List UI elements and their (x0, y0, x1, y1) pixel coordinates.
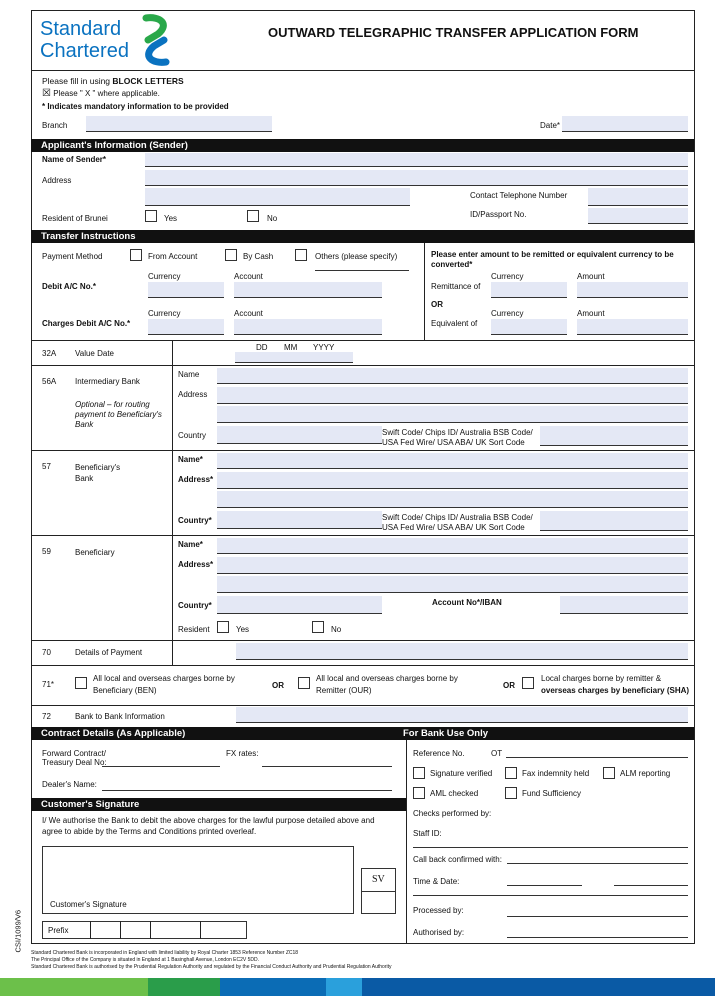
footer-line2: The Principal Office of the Company is situated in England at 1 Basinghall Avenue, London EC2V 5DD. (31, 957, 260, 963)
beneficiary-label: Beneficiary (75, 548, 115, 557)
charges-currency-field[interactable] (148, 319, 224, 335)
details-payment-label: Details of Payment (75, 648, 143, 657)
brand-band (0, 978, 715, 996)
ref-label: Reference No. (413, 749, 465, 758)
ben-address-label: Address* (178, 560, 214, 569)
int-swift-line2: USA Fed Wire/ USA ABA/ UK Sort Code (382, 438, 525, 447)
others-line[interactable] (315, 270, 409, 271)
value-date-label: Value Date (75, 349, 114, 358)
fx-label: FX rates: (226, 749, 259, 758)
int-country-field[interactable] (217, 426, 382, 444)
remittance-label: Remittance of (431, 282, 481, 291)
sender-address-line2[interactable] (145, 188, 410, 206)
sv-box-lower[interactable] (361, 892, 396, 914)
id-field[interactable] (588, 208, 688, 224)
from-account-label: From Account (148, 252, 198, 261)
fund-checkbox[interactable] (505, 787, 517, 799)
bb-address-line1[interactable] (217, 472, 688, 489)
ben-address-line1[interactable] (217, 557, 688, 574)
payment-method-label: Payment Method (42, 252, 103, 261)
fx-field[interactable] (262, 766, 392, 767)
row-divider (31, 535, 694, 536)
bb-country-label: Country* (178, 516, 212, 525)
rows-column-divider (172, 340, 173, 665)
sha-charges-line1: Local charges borne by remitter & (541, 674, 662, 683)
branch-field[interactable] (86, 116, 272, 132)
prefix-box[interactable] (42, 921, 247, 939)
forward-label2: Treasury Deal No: (42, 758, 107, 767)
charges-or-2: OR (503, 681, 515, 690)
remit-currency-field[interactable] (491, 282, 567, 298)
int-address-line2[interactable] (217, 406, 688, 423)
authorised-label: Authorised by: (413, 928, 465, 937)
form-title: OUTWARD TELEGRAPHIC TRANSFER APPLICATION FORM (268, 25, 639, 40)
processed-field[interactable] (507, 916, 688, 917)
ben-address-line2[interactable] (217, 576, 688, 593)
signature-header: Customer's Signature (31, 798, 406, 811)
bb-swift-field[interactable] (540, 511, 688, 531)
ben-resident-label: Resident (178, 625, 210, 634)
remit-currency-label: Currency (491, 272, 524, 281)
checks-label: Checks performed by: (413, 809, 492, 818)
title-divider (31, 70, 694, 71)
debit-currency-label: Currency (148, 272, 181, 281)
sender-name-label: Name of Sender* (42, 155, 107, 164)
beneficiary-bank-label1: Beneficiary's (75, 463, 121, 472)
row-32a-code: 32A (42, 349, 57, 358)
our-charges-line1: All local and overseas charges borne by (316, 674, 458, 683)
time-label: Time & Date: (413, 877, 460, 886)
resident-yes-checkbox[interactable] (145, 210, 157, 222)
id-label: ID/Passport No. (470, 210, 527, 219)
ref-field[interactable] (506, 757, 688, 758)
aml-checkbox[interactable] (413, 787, 425, 799)
row-72-code: 72 (42, 712, 51, 721)
prefix-cell-divider (150, 921, 151, 939)
sender-address-line1[interactable] (145, 170, 688, 186)
int-name-field[interactable] (217, 368, 688, 384)
ben-account-label: Account No*/IBAN (432, 598, 502, 607)
row-divider (31, 640, 694, 641)
charges-account-label: Account (234, 309, 263, 318)
band-segment-4 (326, 978, 362, 996)
resident-no-checkbox[interactable] (247, 210, 259, 222)
beneficiary-bank-label2: Bank (75, 474, 94, 483)
prefix-cell-divider (200, 921, 201, 939)
aml-label: AML checked (430, 789, 479, 798)
row-divider (31, 665, 694, 666)
int-name-label: Name (178, 370, 200, 379)
bank-header-text: For Bank Use Only (403, 728, 488, 739)
signature-label: Customer's Signature (50, 900, 127, 909)
ben-charges-checkbox[interactable] (75, 677, 87, 689)
row-divider (31, 365, 694, 366)
or-label: OR (431, 300, 443, 309)
branch-label: Branch (42, 121, 68, 130)
band-segment-5 (362, 978, 715, 996)
forward-label1: Forward Contract/ (42, 749, 107, 758)
sig-verified-label: Signature verified (430, 769, 493, 778)
debit-account-field[interactable] (234, 282, 382, 298)
transfer-header: Transfer Instructions (31, 230, 694, 243)
sv-label: SV (372, 874, 385, 885)
remit-amount-field[interactable] (577, 282, 688, 298)
bb-name-label: Name* (178, 455, 203, 464)
intro-prefix: Please fill in using (42, 76, 113, 86)
ben-name-label: Name* (178, 540, 203, 549)
equiv-currency-field[interactable] (491, 319, 567, 335)
fund-label: Fund Sufficiency (522, 789, 581, 798)
footer-line3: Standard Chartered Bank is authorised by the Prudential Regulation Authority and regulated by the Financial Conduct Authority and Prudential Regulation Authority (31, 964, 392, 970)
intermediary-optional: Optional – for routing payment to Beneficiary's Bank (75, 400, 162, 429)
prefix-cell-divider (120, 921, 121, 939)
fax-checkbox[interactable] (505, 767, 517, 779)
bb-swift-line2: USA Fed Wire/ USA ABA/ UK Sort Code (382, 523, 525, 532)
staff-field[interactable] (413, 847, 688, 848)
equivalent-label: Equivalent of (431, 319, 478, 328)
ben-resident-yes-label: Yes (236, 625, 250, 634)
ben-resident-no-checkbox[interactable] (312, 621, 324, 633)
resident-label: Resident of Brunei (42, 214, 108, 223)
callback-label: Call back confirmed with: (413, 855, 502, 864)
mm-label: MM (284, 343, 298, 352)
intro-x-text: Please " X " where applicable. (53, 89, 160, 98)
dd-label: DD (256, 343, 268, 352)
ben-charges-line2: Beneficiary (BEN) (93, 686, 157, 695)
debit-currency-field[interactable] (148, 282, 224, 298)
int-country-label: Country (178, 431, 207, 440)
logo (38, 18, 178, 66)
resident-no-label: No (267, 214, 278, 223)
charges-debit-label: Charges Debit A/C No.* (42, 319, 131, 328)
form-code: CSI/1099/V6 (13, 909, 23, 953)
debit-label: Debit A/C No.* (42, 282, 96, 291)
sha-charges-checkbox[interactable] (522, 677, 534, 689)
row-divider (31, 705, 694, 706)
charges-or-1: OR (272, 681, 284, 690)
bank-to-bank-label: Bank to Bank Information (75, 712, 165, 721)
contract-header (31, 727, 694, 740)
resident-yes-label: Yes (164, 214, 178, 223)
ben-country-field[interactable] (217, 596, 382, 614)
int-swift-line1: Swift Code/ Chips ID/ Australia BSB Code/ (382, 428, 533, 437)
logo-text-1: Standard (40, 18, 122, 40)
bb-swift-line1: Swift Code/ Chips ID/ Australia BSB Code/ (382, 513, 533, 522)
debit-account-label: Account (234, 272, 263, 281)
int-address-line1[interactable] (217, 387, 688, 404)
row-divider (31, 340, 694, 341)
details-payment-field[interactable] (236, 643, 688, 660)
band-segment-3 (220, 978, 326, 996)
remit-amount-label: Amount (577, 272, 605, 281)
footer-line1: Standard Chartered Bank is incorporated in England with limited liability by Royal Charter 1853 Reference Number ZC18 (31, 950, 299, 956)
sender-name-field[interactable] (145, 153, 688, 167)
by-cash-checkbox[interactable] (225, 249, 237, 261)
bank-to-bank-field[interactable] (236, 707, 688, 723)
transfer-divider (424, 243, 425, 340)
logo-mark-icon (138, 14, 174, 66)
yyyy-label: YYYY (313, 343, 335, 352)
charges-account-field[interactable] (234, 319, 382, 335)
authorised-field[interactable] (507, 937, 688, 938)
intro-line2 (42, 89, 160, 99)
fax-label: Fax indemnity held (522, 769, 590, 778)
time-field[interactable] (507, 885, 582, 886)
ben-charges-line1: All local and overseas charges borne by (93, 674, 235, 683)
ben-account-field[interactable] (560, 596, 688, 614)
signature-text: I/ We authorise the Bank to debit the above charges for the lawful purpose detailed above and agree to abide by the Terms and Conditions printed overleaf. (42, 816, 375, 836)
row-70-code: 70 (42, 648, 51, 657)
our-charges-line2: Remitter (OUR) (316, 686, 372, 695)
others-label: Others (please specify) (315, 252, 398, 261)
alm-checkbox[interactable] (603, 767, 615, 779)
our-charges-checkbox[interactable] (298, 677, 310, 689)
band-segment-2 (148, 978, 220, 996)
sender-address-label: Address (42, 176, 72, 185)
prefix-label: Prefix (48, 926, 69, 935)
sha-charges-line2: overseas charges by beneficiary (SHA) (541, 686, 690, 695)
ben-resident-yes-checkbox[interactable] (217, 621, 229, 633)
alm-label: ALM reporting (620, 769, 671, 778)
others-checkbox[interactable] (295, 249, 307, 261)
sender-header: Applicant's Information (Sender) (31, 139, 694, 152)
by-cash-label: By Cash (243, 252, 274, 261)
intro-mandatory: * Indicates mandatory information to be provided (42, 102, 229, 111)
processed-label: Processed by: (413, 906, 464, 915)
int-swift-field[interactable] (540, 426, 688, 446)
ben-name-field[interactable] (217, 538, 688, 554)
date-label: Date* (540, 121, 561, 130)
band-segment-1 (0, 978, 148, 996)
ben-country-label: Country* (178, 601, 212, 610)
intro-line1 (42, 76, 184, 86)
dealer-label: Dealer's Name: (42, 780, 97, 789)
contract-header-text: Contract Details (As Applicable) (41, 728, 186, 739)
dealer-field[interactable] (102, 790, 392, 791)
prefix-cell-divider (90, 921, 91, 939)
forward-field[interactable] (102, 766, 220, 767)
bank-column-divider (406, 740, 407, 944)
amount-note: Please enter amount to be remitted or equivalent currency to be converted* (431, 250, 674, 269)
bb-address-line2[interactable] (217, 491, 688, 508)
bb-name-field[interactable] (217, 453, 688, 469)
row-59-code: 59 (42, 547, 51, 556)
row-57-code: 57 (42, 462, 51, 471)
logo-text-2: Chartered (40, 40, 129, 62)
from-account-checkbox[interactable] (130, 249, 142, 261)
date-field[interactable] (562, 116, 688, 132)
row-56a-code: 56A (42, 377, 57, 386)
contact-label: Contact Telephone Number (470, 191, 568, 200)
equiv-amount-field[interactable] (577, 319, 688, 335)
row-divider (31, 450, 694, 451)
int-address-label: Address (178, 390, 208, 399)
ot-label: OT (491, 749, 503, 758)
bb-country-field[interactable] (217, 511, 382, 529)
callback-field[interactable] (507, 863, 688, 864)
sig-verified-checkbox[interactable] (413, 767, 425, 779)
bb-address-label: Address* (178, 475, 214, 484)
equiv-amount-label: Amount (577, 309, 605, 318)
x-mark-icon: ☒ (42, 88, 51, 99)
time-divider (413, 895, 688, 896)
row-71-code: 71* (42, 680, 55, 689)
contact-field[interactable] (588, 188, 688, 206)
equiv-currency-label: Currency (491, 309, 524, 318)
intro-block-letters: BLOCK LETTERS (112, 76, 184, 86)
charges-currency-label: Currency (148, 309, 181, 318)
staff-label: Staff ID: (413, 829, 442, 838)
intermediary-label: Intermediary Bank (75, 377, 140, 386)
value-date-field[interactable] (235, 352, 353, 363)
ben-resident-no-label: No (331, 625, 342, 634)
date-bank-field[interactable] (614, 885, 688, 886)
